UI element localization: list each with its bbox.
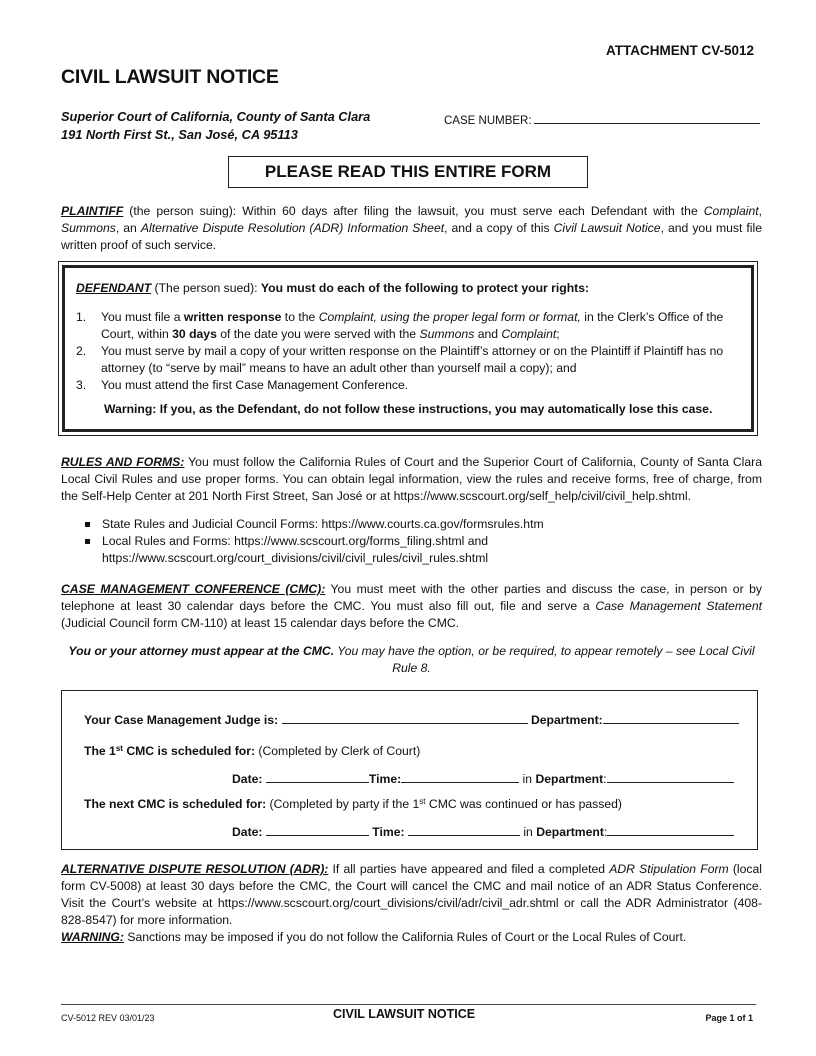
next-cmc-department-input[interactable] <box>607 823 734 836</box>
court-address <box>61 108 370 144</box>
defendant-sub: (The person sued): <box>151 281 261 295</box>
date-label: Date: <box>232 825 263 839</box>
next-cmc-note: (Completed by party if the 1 <box>266 797 420 811</box>
case-number-label: CASE NUMBER: <box>444 115 532 127</box>
item-text: Summons <box>419 327 475 341</box>
first-cmc-label-text: The 1 <box>84 744 116 758</box>
first-cmc-details <box>232 770 734 788</box>
item-text: 30 days <box>172 327 217 341</box>
next-cmc-sup: st <box>419 797 426 806</box>
cmc-appearance-note <box>61 643 762 677</box>
department-input[interactable] <box>603 711 739 724</box>
item-text: of the date you were served with the <box>216 327 420 341</box>
bullet-icon <box>85 522 90 527</box>
plaintiff-text: (the person suing): Within 60 days after filing the lawsuit, you must serve each Defendant with the <box>123 204 704 218</box>
item-text: to the <box>281 310 319 324</box>
rules-links-list <box>85 516 544 567</box>
item-text: ; <box>556 327 560 341</box>
judge-row <box>84 711 739 729</box>
item-text: written response <box>183 310 282 324</box>
adr-heading: ALTERNATIVE DISPUTE RESOLUTION (ADR): <box>61 862 329 876</box>
cmc-heading: CASE MANAGEMENT CONFERENCE (CMC): <box>61 582 326 596</box>
list-number: 1. <box>76 310 87 324</box>
department-label: Department: <box>530 713 603 727</box>
read-entire-form-banner: PLEASE READ THIS ENTIRE FORM <box>228 156 588 188</box>
defendant-instructions-list <box>76 309 726 394</box>
footer-divider <box>61 1004 756 1005</box>
next-cmc-details <box>232 823 734 841</box>
adr-text: If all parties have appeared and filed a completed <box>328 862 610 876</box>
first-cmc-date-input[interactable] <box>266 770 369 783</box>
defendant-warning: Warning: If you, as the Defendant, do not follow these instructions, you may automatically lose this case. <box>104 402 713 416</box>
case-number-field <box>444 111 760 130</box>
bullet-icon <box>85 539 90 544</box>
civil-rules-link[interactable]: https://www.scscourt.org/court_divisions/civil/civil_rules/civil_rules.shtml <box>102 551 489 565</box>
footer-title: CIVIL LAWSUIT NOTICE <box>333 1007 476 1021</box>
adr-text: ADR Stipulation Form <box>609 862 729 876</box>
first-cmc-row <box>84 743 420 760</box>
court-name: Superior Court of California, County of Santa Clara <box>61 109 371 124</box>
list-item <box>85 533 544 567</box>
next-cmc-note: CMC was continued or has passed) <box>425 797 622 811</box>
first-cmc-sup: st <box>115 744 123 753</box>
item-text: You must attend the first Case Management Conference. <box>101 378 409 392</box>
first-cmc-label-text: CMC is scheduled for: <box>122 744 256 758</box>
item-text: Complaint, using the proper legal form or format, <box>318 310 581 324</box>
rules-text: You must follow the California Rules of Court and the Superior Court of California, County of Santa Clara Local Civil Rules and use proper forms. You can obtain legal information, view the rules and receive forms, free of charge, from the Self-Help Center at 201 North First Street, San José or at https://www.scscourt.org/self_help/civil/civil_help.shtml. <box>61 455 762 503</box>
defendant-heading: DEFENDANT <box>76 281 152 295</box>
plaintiff-heading: PLAINTIFF <box>61 204 124 218</box>
item-text: You must serve by mail a copy of your written response on the Plaintiff’s attorney or on the Plaintiff if Plaintiff has no attorney (to “serve by mail” means to have an adult other than yourself mail a copy); and <box>101 344 724 375</box>
item-text: in the Clerk’s Office of the Court, within <box>101 310 724 341</box>
department-label: Department <box>535 772 604 786</box>
date-label: Date: <box>232 772 263 786</box>
cmc-text: You must meet with the other parties and discuss the case, in person or by telephone at least 30 calendar days before the CMC. You must also fill out, file and serve a <box>61 582 762 613</box>
footer-form-id: CV-5012 REV 03/01/23 <box>61 1013 155 1023</box>
cmc-paragraph <box>61 581 762 632</box>
in-label: in <box>519 772 536 786</box>
plaintiff-text: Civil Lawsuit Notice <box>553 221 661 235</box>
plaintiff-text: Complaint <box>703 204 759 218</box>
in-label: in <box>519 825 537 839</box>
plaintiff-paragraph <box>61 203 762 254</box>
judge-label: Your Case Management Judge is: <box>84 713 279 727</box>
attachment-label: ATTACHMENT CV-5012 <box>605 43 754 58</box>
first-cmc-department-input[interactable] <box>607 770 734 783</box>
rules-heading: RULES AND FORMS: <box>61 455 185 469</box>
list-number: 2. <box>76 344 87 358</box>
item-text: and <box>474 327 502 341</box>
local-rules-link[interactable]: Local Rules and Forms: https://www.scscourt.org/forms_filing.shtml and <box>102 534 489 548</box>
list-item <box>76 309 726 343</box>
rules-forms-paragraph <box>61 454 762 505</box>
plaintiff-text: , an <box>115 221 141 235</box>
time-label: Time: <box>368 825 405 839</box>
list-item <box>76 343 726 377</box>
defendant-heading-line <box>76 280 589 297</box>
first-cmc-time-input[interactable] <box>401 770 519 783</box>
case-number-input[interactable] <box>534 111 760 124</box>
time-label: Time: <box>368 772 402 786</box>
item-text: Complaint <box>501 327 557 341</box>
next-cmc-row <box>84 796 622 813</box>
plaintiff-text: Summons <box>61 221 116 235</box>
footer-page-number: Page 1 of 1 <box>705 1013 753 1023</box>
item-text: You must file a <box>101 310 184 324</box>
list-item <box>76 377 726 394</box>
cmc-text: Case Management Statement <box>595 599 762 613</box>
judge-input[interactable] <box>282 711 528 724</box>
sanctions-warning-heading: WARNING: <box>61 930 124 944</box>
department-label: Department <box>536 825 604 839</box>
colon: : <box>603 772 607 786</box>
next-cmc-date-input[interactable] <box>266 823 369 836</box>
form-title: CIVIL LAWSUIT NOTICE <box>61 66 279 88</box>
cmc-note-rest: You may have the option, or be required, to appear remotely – see Local Civil Rule 8. <box>334 644 755 675</box>
next-cmc-time-input[interactable] <box>408 823 520 836</box>
defendant-lead: You must do each of the following to protect your rights: <box>260 281 590 295</box>
sanctions-warning-text: Sanctions may be imposed if you do not follow the California Rules of Court or the Local Rules of Court. <box>123 930 687 944</box>
list-number: 3. <box>76 378 87 392</box>
adr-text: (local form CV-5008) at least 30 days before the CMC, the Court will cancel the CMC and mail notice of an ADR Status Conference. Visit the Court’s website at https://www.scscourt.org/court_divisions/civil/adr/civil_adr.shtml or call the ADR Administrator (408-828-8547) for more information. <box>61 862 762 927</box>
plaintiff-text: , and you must file written proof of such service. <box>61 221 763 252</box>
next-cmc-label: The next CMC is scheduled for: <box>84 797 267 811</box>
list-item <box>85 516 544 533</box>
plaintiff-text: , and a copy of this <box>444 221 554 235</box>
state-rules-link[interactable]: State Rules and Judicial Council Forms: https://www.courts.ca.gov/formsrules.htm <box>102 517 544 531</box>
colon: : <box>603 825 608 839</box>
court-street: 191 North First St., San José, CA 95113 <box>61 127 298 142</box>
cmc-note-bold: You or your attorney must appear at the CMC. <box>68 644 335 658</box>
cmc-text: (Judicial Council form CM-110) at least 15 calendar days before the CMC. <box>61 616 460 630</box>
plaintiff-text: Alternative Dispute Resolution (ADR) Information Sheet <box>140 221 445 235</box>
first-cmc-label <box>84 744 255 758</box>
first-cmc-note: (Completed by Clerk of Court) <box>255 744 421 758</box>
adr-paragraph <box>61 861 762 946</box>
plaintiff-text: , <box>758 204 762 218</box>
